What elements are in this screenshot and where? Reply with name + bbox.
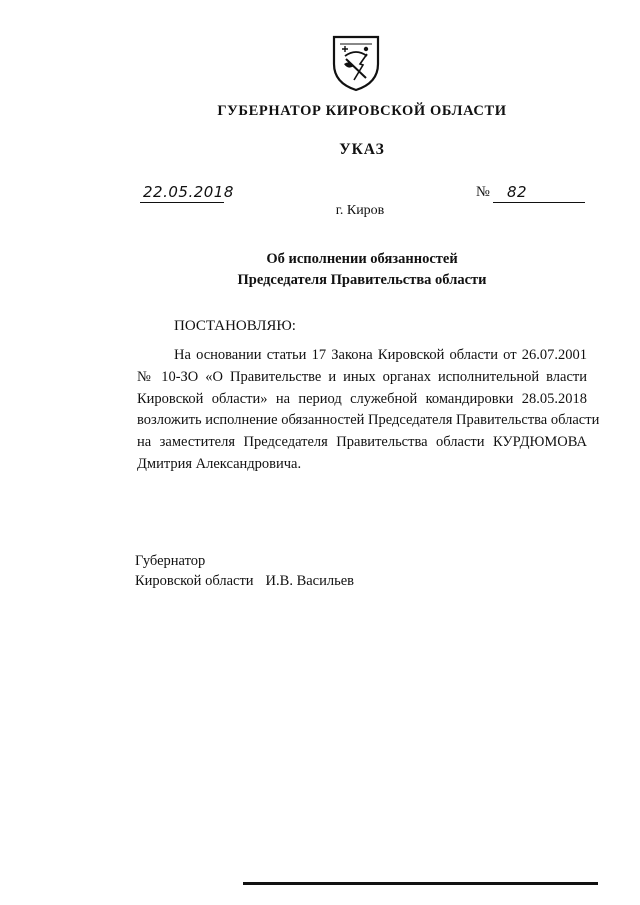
city: г. Киров: [335, 203, 385, 218]
body-paragraph: [137, 345, 600, 476]
body-line: На основании статьи 17 Закона Кировской области от 26.07.2001: [174, 347, 587, 363]
document-number-field: [493, 183, 585, 203]
subject-line: Об исполнении обязанностей: [266, 251, 458, 267]
document-type: УКАЗ: [339, 141, 385, 158]
body-line: Дмитрия Александровича.: [137, 455, 302, 472]
signatory-name: И.В. Васильев: [265, 573, 354, 589]
body-line: Кировской области» на период служебной командировки 28.05.2018: [137, 390, 587, 407]
signatory-region: Кировской области: [135, 573, 254, 589]
resolve-heading: ПОСТАНОВЛЯЮ:: [174, 318, 296, 334]
body-line: возложить исполнение обязанностей Председателя Правительства области: [137, 412, 600, 429]
body-line: № 10-ЗО «О Правительстве и иных органах исполнительной власти: [137, 368, 587, 385]
document-date-field: [140, 183, 234, 203]
governor-title: ГУБЕРНАТОР КИРОВСКОЙ ОБЛАСТИ: [217, 103, 507, 119]
body-line: на заместителя Председателя Правительства области КУРДЮМОВА: [137, 434, 587, 451]
signature-block: [135, 551, 354, 591]
number-label: №: [476, 184, 490, 200]
signatory-region-line: [135, 571, 354, 591]
subject-line: Председателя Правительства области: [237, 272, 487, 288]
document-date: 22.05.2018: [143, 183, 234, 201]
coat-of-arms-emblem: [330, 34, 382, 92]
document-number: 82: [507, 183, 528, 201]
signatory-position: Губернатор: [135, 553, 206, 569]
bottom-divider: [243, 882, 598, 885]
document-subject: [0, 249, 640, 291]
